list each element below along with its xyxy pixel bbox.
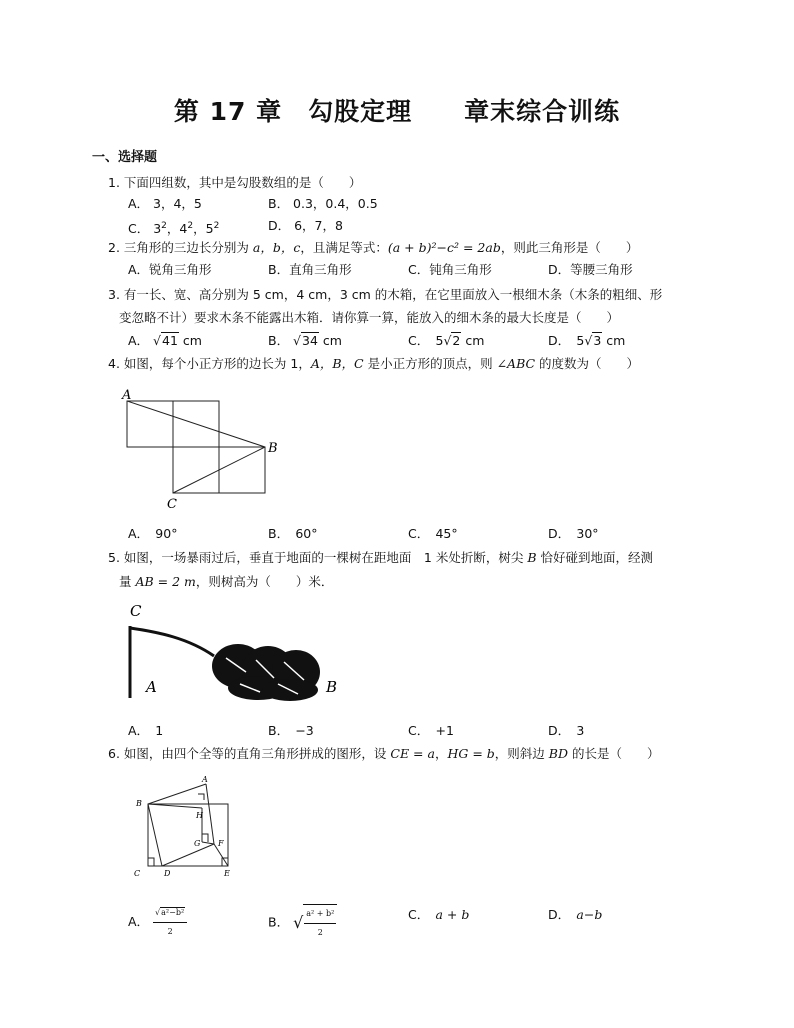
point-b-label: B bbox=[136, 799, 142, 808]
option-c-exponent: 2 bbox=[161, 221, 167, 231]
question-3-option-c: C． 5√2 cm bbox=[408, 333, 485, 348]
broken-branch bbox=[130, 628, 214, 656]
option-label: B． bbox=[268, 914, 290, 930]
radicand: 2 bbox=[452, 333, 461, 348]
fraction-denominator: 2 bbox=[317, 928, 323, 937]
coefficient: 5 bbox=[435, 333, 444, 348]
question-6-stem bbox=[108, 745, 660, 763]
q6-equation: CE = a bbox=[390, 746, 435, 761]
point-e-label: E bbox=[224, 869, 230, 878]
segment-bd bbox=[148, 804, 162, 866]
point-c-label: C bbox=[167, 497, 177, 512]
question-1-option-d: D． 6，7，8 bbox=[268, 218, 343, 233]
right-angle-mark bbox=[198, 794, 204, 800]
question-2-option-d: D．等腰三角形 bbox=[548, 262, 633, 277]
point-h-label: H bbox=[196, 811, 203, 820]
segment-af bbox=[206, 784, 214, 844]
q5-variable: B bbox=[527, 550, 537, 565]
q5-text: 恰好碰到地面，经测 bbox=[540, 550, 653, 565]
point-a-label: A bbox=[146, 678, 157, 696]
q4-stem-part: 是小正方形的顶点，则 bbox=[363, 356, 497, 371]
q6-text: 的长是（ ） bbox=[571, 746, 660, 761]
segment-bh bbox=[148, 804, 202, 808]
option-label: A． bbox=[128, 914, 150, 929]
point-d-label: D bbox=[164, 869, 171, 878]
point-a-label: A bbox=[122, 388, 132, 403]
option-c-term-2: 4 bbox=[179, 221, 188, 237]
question-6-option-b: B． √ $\frac{\text{a² + b²}}{2}$ bbox=[268, 904, 337, 942]
question-2-option-c: C．钝角三角形 bbox=[408, 262, 492, 277]
option-expression: a−b bbox=[576, 907, 603, 922]
point-a-label: A bbox=[202, 775, 208, 784]
question-6-option-a bbox=[128, 904, 187, 941]
question-4-option-b: B． 60° bbox=[268, 526, 318, 541]
question-3-option-b: B． √34 cm bbox=[268, 333, 342, 348]
question-5-option-a: A． 1 bbox=[128, 723, 164, 738]
option-c-term-1: 3 bbox=[153, 221, 162, 237]
option-label: D． bbox=[548, 907, 564, 922]
tree-crown bbox=[212, 644, 320, 701]
question-3-line-2: 变忽略不计）要求木条不能露出木箱．请你算一算，能放入的细木条的最大长度是（ ） bbox=[119, 310, 620, 325]
question-6-option-d bbox=[548, 906, 602, 924]
fraction-numerator: a² + b² bbox=[304, 905, 336, 924]
segment-ab bbox=[127, 401, 265, 447]
page-title: 第 17 章 勾股定理 章末综合训练 bbox=[173, 97, 621, 126]
coefficient: 5 bbox=[576, 333, 585, 348]
point-b-label: B bbox=[326, 678, 338, 696]
question-5-line-2 bbox=[119, 573, 333, 591]
point-f-label: F bbox=[218, 839, 224, 848]
question-4-option-a: A． 90° bbox=[128, 526, 178, 541]
fraction bbox=[303, 904, 337, 942]
question-3-option-d: D． 5√3 cm bbox=[548, 333, 626, 348]
radicand: 3 bbox=[593, 333, 602, 348]
grid-figure bbox=[118, 384, 288, 516]
unit: cm bbox=[606, 333, 626, 348]
question-6-option-c bbox=[408, 906, 469, 924]
right-triangles-figure bbox=[128, 772, 268, 882]
grid-cell bbox=[219, 447, 265, 493]
segment-ba bbox=[148, 784, 206, 804]
q5-text: 量 bbox=[119, 574, 132, 589]
question-2-stem bbox=[108, 239, 638, 257]
option-c-exponent: 2 bbox=[213, 221, 220, 231]
q4-stem-part: 4. 如图，每个小正方形的边长为 1， bbox=[108, 356, 311, 371]
question-5-option-c: C． +1 bbox=[408, 723, 454, 738]
q2-stem-part: ，则此三角形是（ ） bbox=[500, 240, 639, 255]
point-c-label: C bbox=[134, 869, 141, 878]
question-5-option-b: B． −3 bbox=[268, 723, 314, 738]
question-1-option-c-label: C． bbox=[128, 221, 154, 237]
question-2-option-b: B．直角三角形 bbox=[268, 262, 352, 277]
question-5-option-d: D． 3 bbox=[548, 723, 585, 738]
q2-equation: (a + b)²−c² = 2ab bbox=[387, 240, 501, 255]
right-angle-mark bbox=[202, 834, 208, 842]
grid-cell bbox=[173, 447, 219, 493]
unit: cm bbox=[182, 333, 202, 348]
option-c-term-3: 5 bbox=[205, 221, 214, 237]
fraction-denominator: 2 bbox=[167, 927, 173, 936]
option-label: B． bbox=[268, 333, 290, 348]
radicand: 41 bbox=[162, 333, 178, 348]
q2-stem-part: ，且满足等式： bbox=[300, 240, 388, 255]
point-g-label: G bbox=[194, 839, 201, 848]
q5-text: ，则树高为（ ）米． bbox=[195, 574, 334, 589]
q4-stem-part: 的度数为（ ） bbox=[535, 356, 640, 371]
question-4-option-d: D． 30° bbox=[548, 526, 599, 541]
question-4-option-c: C． 45° bbox=[408, 526, 458, 541]
q2-stem-part: 2. 三角形的三边长分别为 bbox=[108, 240, 249, 255]
option-label: C． bbox=[408, 333, 423, 348]
q2-variables: a，b，c bbox=[252, 240, 301, 255]
option-label: D． bbox=[548, 333, 564, 348]
option-label: A． bbox=[128, 333, 150, 348]
q6-variable: BD bbox=[548, 746, 568, 761]
q6-text: 6. 如图，由四个全等的直角三角形拼成的图形，设 bbox=[108, 746, 387, 761]
fraction-numerator: a²−b² bbox=[161, 908, 185, 917]
fraction: $\frac{\text{√a²−b²}}{2}$ bbox=[153, 904, 187, 941]
q5-equation: AB = 2 m bbox=[135, 574, 196, 589]
question-3-option-a: A． √41 cm bbox=[128, 333, 202, 348]
grid-cell bbox=[127, 401, 173, 447]
question-1-option-c: C． $3^2$，$4^2$，$5^2$ bbox=[128, 221, 220, 237]
segment-gf bbox=[202, 842, 214, 844]
segment-fd bbox=[162, 844, 214, 866]
q6-text: ，则斜边 bbox=[494, 746, 545, 761]
question-1-option-a: A． 3，4，5 bbox=[128, 196, 202, 211]
question-2-option-a: A．锐角三角形 bbox=[128, 262, 212, 277]
question-5-line-1 bbox=[108, 549, 653, 567]
q4-angle: ∠ABC bbox=[496, 356, 536, 371]
option-label: C． bbox=[408, 907, 423, 922]
question-4-stem bbox=[108, 355, 639, 373]
q4-variables: A，B，C bbox=[310, 356, 364, 371]
right-angle-mark bbox=[148, 858, 154, 866]
question-1-stem: 1. 下面四组数，其中是勾股数组的是（ ） bbox=[108, 175, 362, 190]
q5-text: 5. 如图，一场暴雨过后，垂直于地面的一棵树在距地面 1 米处折断，树尖 bbox=[108, 550, 524, 565]
unit: cm bbox=[465, 333, 485, 348]
option-expression: a + b bbox=[435, 907, 470, 922]
q6-equation: HG = b bbox=[447, 746, 495, 761]
radicand: 34 bbox=[302, 333, 318, 348]
unit: cm bbox=[322, 333, 342, 348]
option-c-exponent: 2 bbox=[187, 221, 194, 231]
question-1-option-b: B． 0.3，0.4，0.5 bbox=[268, 196, 378, 211]
point-b-label: B bbox=[268, 441, 278, 456]
question-3-line-1: 3. 有一长、宽、高分别为 5 cm，4 cm，3 cm 的木箱，在它里面放入一根细木条（木条的粗细、形 bbox=[108, 287, 663, 302]
section-heading: 一、选择题 bbox=[92, 150, 158, 165]
q6-text: ， bbox=[434, 746, 448, 761]
point-c-label: C bbox=[130, 602, 142, 620]
broken-tree-figure bbox=[118, 598, 348, 704]
